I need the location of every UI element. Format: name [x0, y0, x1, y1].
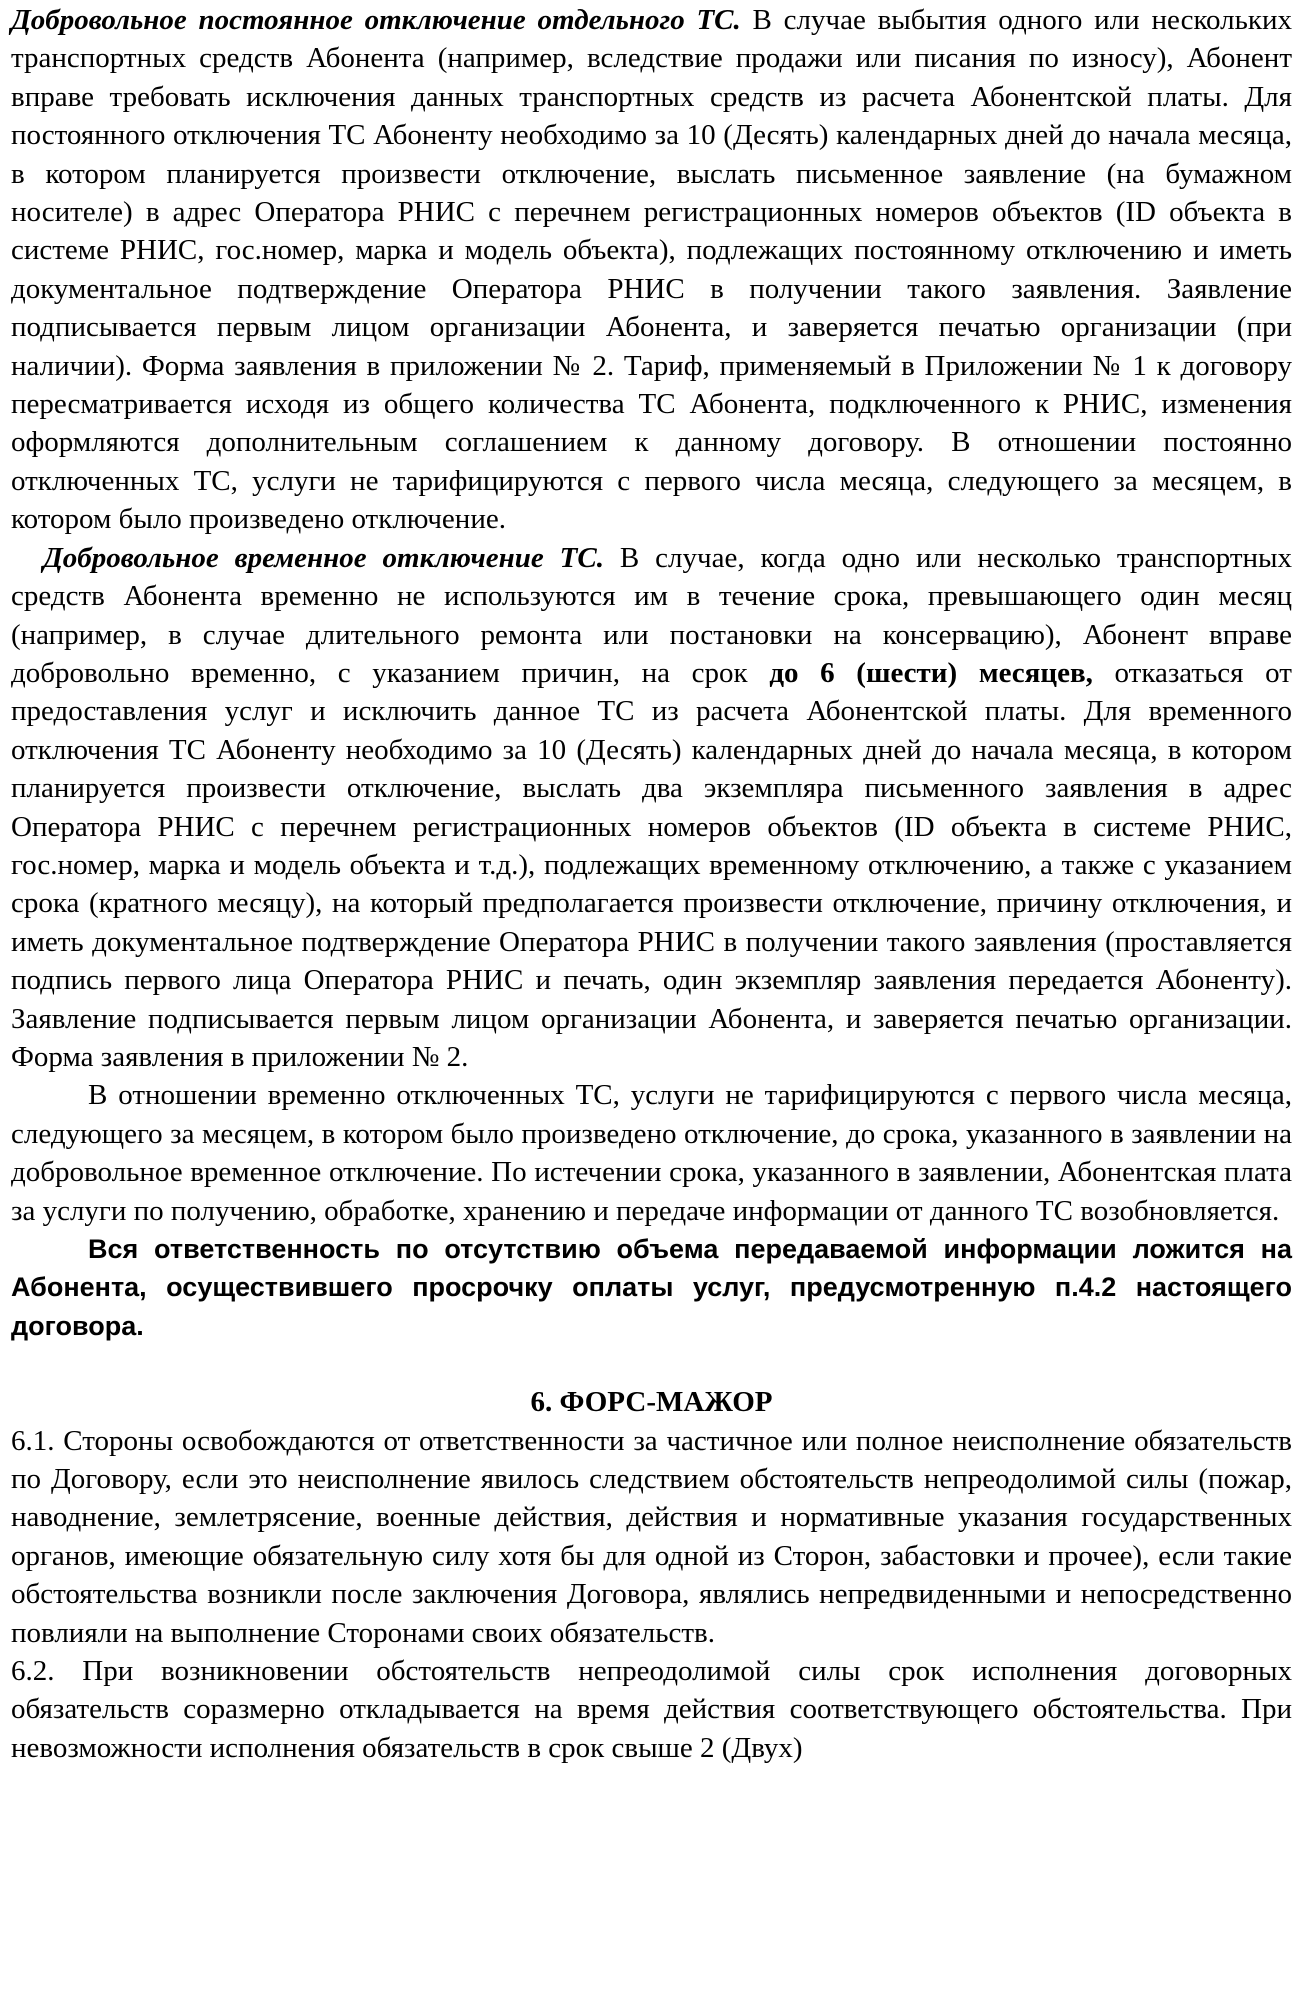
paragraph-tariff-resume: В отношении временно отключенных ТС, услуги не тарифицируются с первого числа месяца, следующего за месяцем, в котором было произведено отключение, до срока, указанного в заявлении на добровольное временное отключение. По истечении срока, указанного в заявлении, Абонентская плата за услуги по получению, обработке, хранению и передаче информации от данного ТС возобновляется. — [11, 1079, 1292, 1227]
clause-6-1: 6.1. Стороны освобождаются от ответственности за частичное или полное неисполнение обязательств по Договору, если это неисполнение явилось следствием обстоятельств непреодолимой силы (пожар, наводнение, землетрясение, военные действия, действия и нормативные указания государственных органов, имеющие обязательную силу хотя бы для одной из Сторон, забастовки и прочее), если такие обстоятельства возникли после заключения Договора, являлись непредвиденными и непосредственно повлияли на выполнение Сторонами своих обязательств. — [11, 1424, 1292, 1649]
paragraph-permanent-disconnection — [11, 1, 1292, 539]
clause-6-2: 6.2. При возникновении обстоятельств непреодолимой силы срок исполнения договорных обязательств соразмерно откладывается на время действия соответствующего обстоятельства. При невозможности исполнения обязательств в срок свыше 2 (Двух) — [11, 1655, 1292, 1764]
paragraph-text: В случае выбытия одного или нескольких транспортных средств Абонента (например, вследствие продажи или писания по износу), Абонент вправе требовать исключения данных транспортных средств из расчета Абонентской платы. Для постоянного отключения ТС Абоненту необходимо за 10 (Десять) календарных дней до начала месяца, в котором планируется произвести отключение, выслать письменное заявление (на бумажном носителе) в адрес Оператора РНИС с перечнем регистрационных номеров объектов (ID объекта в системе РНИС, гос.номер, марка и модель объекта), подлежащих постоянному отключению и иметь документальное подтверждение Оператора РНИС в получении такого заявления. Заявление подписывается первым лицом организации Абонента, и заверяется печатью организации (при наличии). Форма заявления в приложении № 2. Тариф, применяемый в Приложении № 1 к договору пересматривается исходя из общего количества ТС Абонента, подключенного к РНИС, изменения оформляются дополнительным соглашением к данному договору. В отношении постоянно отключенных ТС, услуги не тарифицируются с первого числа месяца, следующего за месяцем, в котором было произведено отключение. — [11, 4, 1292, 536]
paragraph-text: В случае, когда одно или несколько транспортных средств Абонента временно не используются им в течение срока, превышающего один месяц (например, в случае длительного ремонта или постановки на консервацию), Абонент вправе добровольно временно, с указанием причин, на срок — [11, 541, 1292, 689]
paragraph-temporary-disconnection — [11, 539, 1292, 1077]
paragraph-text: отказаться от предоставления услуг и исключить данное ТС из расчета Абонентской платы. Для временного отключения ТС Абоненту необходимо за 10 (Десять) календарных дней до начала месяца, в котором планируется произвести отключение, выслать два экземпляра письменного заявления в адрес Оператора РНИС с перечнем регистрационных номеров объектов (ID объекта в системе РНИС, гос.номер, марка и модель объекта и т.д.), подлежащих временному отключению, а также с указанием срока (кратного месяцу), на который предполагается произвести отключение, причину отключения, и иметь документальное подтверждение Оператора РНИС в получении такого заявления (проставляется подпись первого лица Оператора РНИС и печать, один экземпляр заявления передается Абоненту). Заявление подписывается первым лицом организации Абонента, и заверяется печатью организации. Форма заявления в приложении № 2. — [11, 656, 1292, 1073]
paragraph-bold-term: до 6 (шести) месяцев, — [769, 656, 1093, 689]
paragraph-title: Добровольное постоянное отключение отдельного ТС. — [11, 4, 741, 36]
paragraph-responsibility: Вся ответственность по отсутствию объема передаваемой информации ложится на Абонента, осуществившего просрочку оплаты услуг, предусмотренную п.4.2 настоящего договора. — [11, 1234, 1292, 1341]
paragraph-title: Добровольное временное отключение ТС. — [43, 541, 604, 574]
section-heading: 6. ФОРС-МАЖОР — [530, 1386, 773, 1419]
